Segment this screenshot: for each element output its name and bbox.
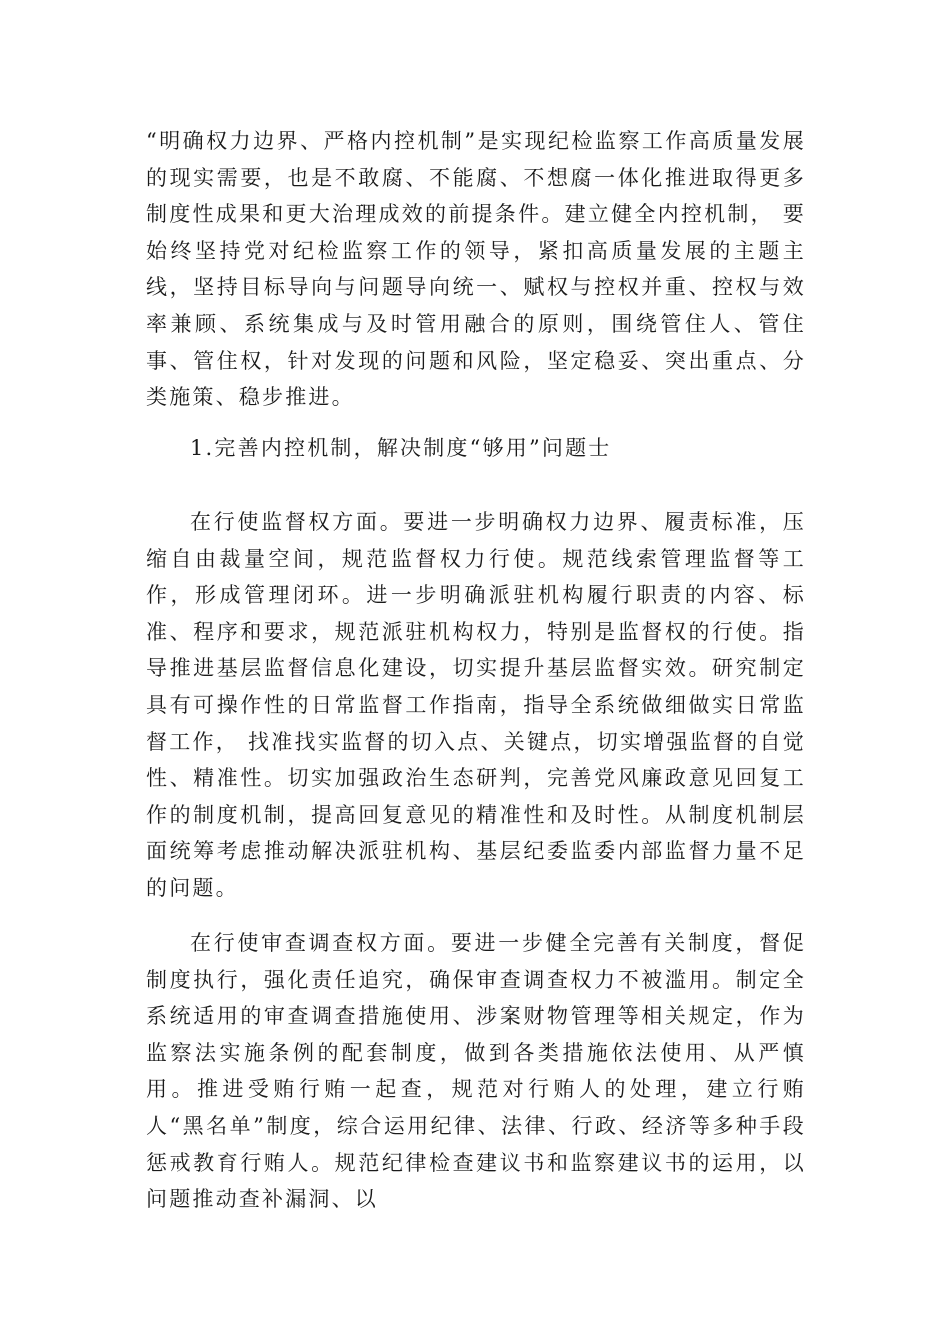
investigation-paragraph: 在行使审查调查权方面。要进一步健全完善有关制度，督促制度执行，强化责任追究，确保审查调查权力不被滥用。制定全系统适用的审查调查措施使用、涉案财物管理等相关规定，作为监察法实施条例的配套制度，做到各类措施依法使用、从严慎用。推进受贿行贿一起查，规范对行贿人的处理，建立行贿人“黑名单”制度，综合运用纪律、法律、行政、经济等多种手段惩戒教育行贿人。规范纪律检查建议书和监察建议书的运用，以问题推动查补漏洞、以 xyxy=(146,931,806,1212)
section-heading: 1.完善内控机制，解决制度“够用”问题士 xyxy=(190,436,612,460)
supervision-paragraph: 在行使监督权方面。要进一步明确权力边界、履责标准，压缩自由裁量空间，规范监督权力行使。规范线索管理监督等工作，形成管理闭环。进一步明确派驻机构履行职责的内容、标准、程序和要求，规范派驻机构权力，特别是监督权的行使。指导推进基层监督信息化建设，切实提升基层监督实效。研究制定具有可操作性的日常监督工作指南，指导全系统做细做实日常监督工作， 找准找实监督的切入点、关键点，切实增强监督的自觉性、精准性。切实加强政治生态研判，完善党风廉政意见回复工作的制度机制，提高回复意见的精准性和及时性。从制度机制层面统筹考虑推动解决派驻机构、基层纪委监委内部监督力量不足的问题。 xyxy=(146,510,806,900)
intro-paragraph: “明确权力边界、严格内控机制”是实现纪检监察工作高质量发展的现实需要，也是不敢腐、不能腐、不想腐一体化推进取得更多制度性成果和更大治理成效的前提条件。建立健全内控机制， 要始终坚持党对纪检监察工作的领导，紧扣高质量发展的主题主线，坚持目标导向与问题导向统一、赋权与控权并重、控权与效率兼顾、系统集成与及时管用融合的原则，围绕管住人、管住事、管住权，针对发现的问题和风险，坚定稳妥、突出重点、分类施策、稳步推进。 xyxy=(146,129,806,410)
